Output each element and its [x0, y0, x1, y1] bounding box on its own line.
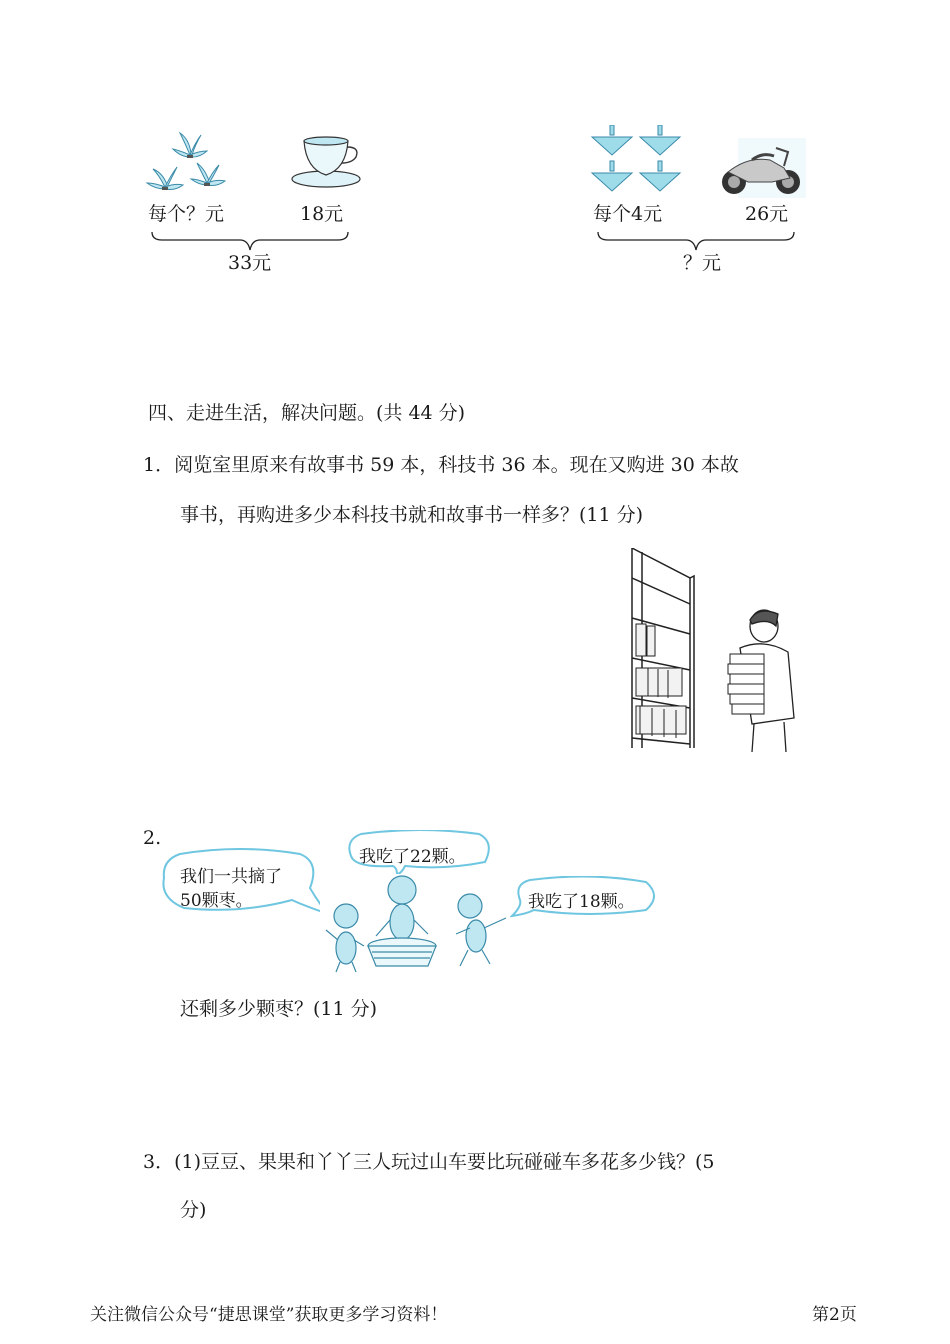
problem-a-total-label: 33元: [228, 252, 272, 274]
q2-question: 还剩多少颗枣？(11 分): [180, 998, 378, 1020]
problem-b-total-label: ？元: [683, 252, 722, 274]
speech-bubble-left: [160, 848, 320, 918]
total-brace: [596, 230, 796, 252]
speech-bubble-right: [510, 876, 660, 918]
bubble-left-line-2: 50颗枣。: [180, 891, 253, 911]
teacup-icon: [290, 135, 365, 190]
bubble-mid-text: 我吃了22颗。: [359, 847, 466, 867]
bubble-right-text: 我吃了18颗。: [528, 892, 635, 912]
q2-number: 2.: [143, 827, 162, 849]
problem-b-right-label: 26元: [745, 203, 789, 225]
footer-left: 关注微信公众号“捷思课堂”获取更多学习资料！: [90, 1305, 448, 1325]
motorcycle-icon: [718, 138, 806, 198]
problem-b-left-label: 每个4元: [593, 203, 663, 225]
total-brace: [150, 230, 350, 252]
spinning-top-icon: [588, 125, 688, 195]
q1-line-2: 事书，再购进多少本科技书就和故事书一样多？(11 分): [180, 504, 644, 526]
problem-a-left-label: 每个？元: [148, 203, 225, 225]
plant-icon: [145, 125, 235, 195]
bubble-left-line-1: 我们一共摘了: [180, 867, 282, 887]
q1-line-1: 1．阅览室里原来有故事书 59 本，科技书 36 本。现在又购进 30 本故: [143, 454, 739, 476]
monkeys-basket-icon: [310, 870, 530, 975]
bookshelf-person-icon: [628, 548, 800, 754]
problem-a-right-label: 18元: [300, 203, 344, 225]
speech-bubble-mid: [345, 830, 495, 874]
footer-page-number: 第2页: [812, 1305, 857, 1325]
q3-line-2: 分): [180, 1199, 207, 1221]
section-heading: 四、走进生活，解决问题。(共 44 分): [148, 402, 466, 424]
q3-line-1: 3．(1)豆豆、果果和丫丫三人玩过山车要比玩碰碰车多花多少钱？(5: [143, 1151, 715, 1173]
